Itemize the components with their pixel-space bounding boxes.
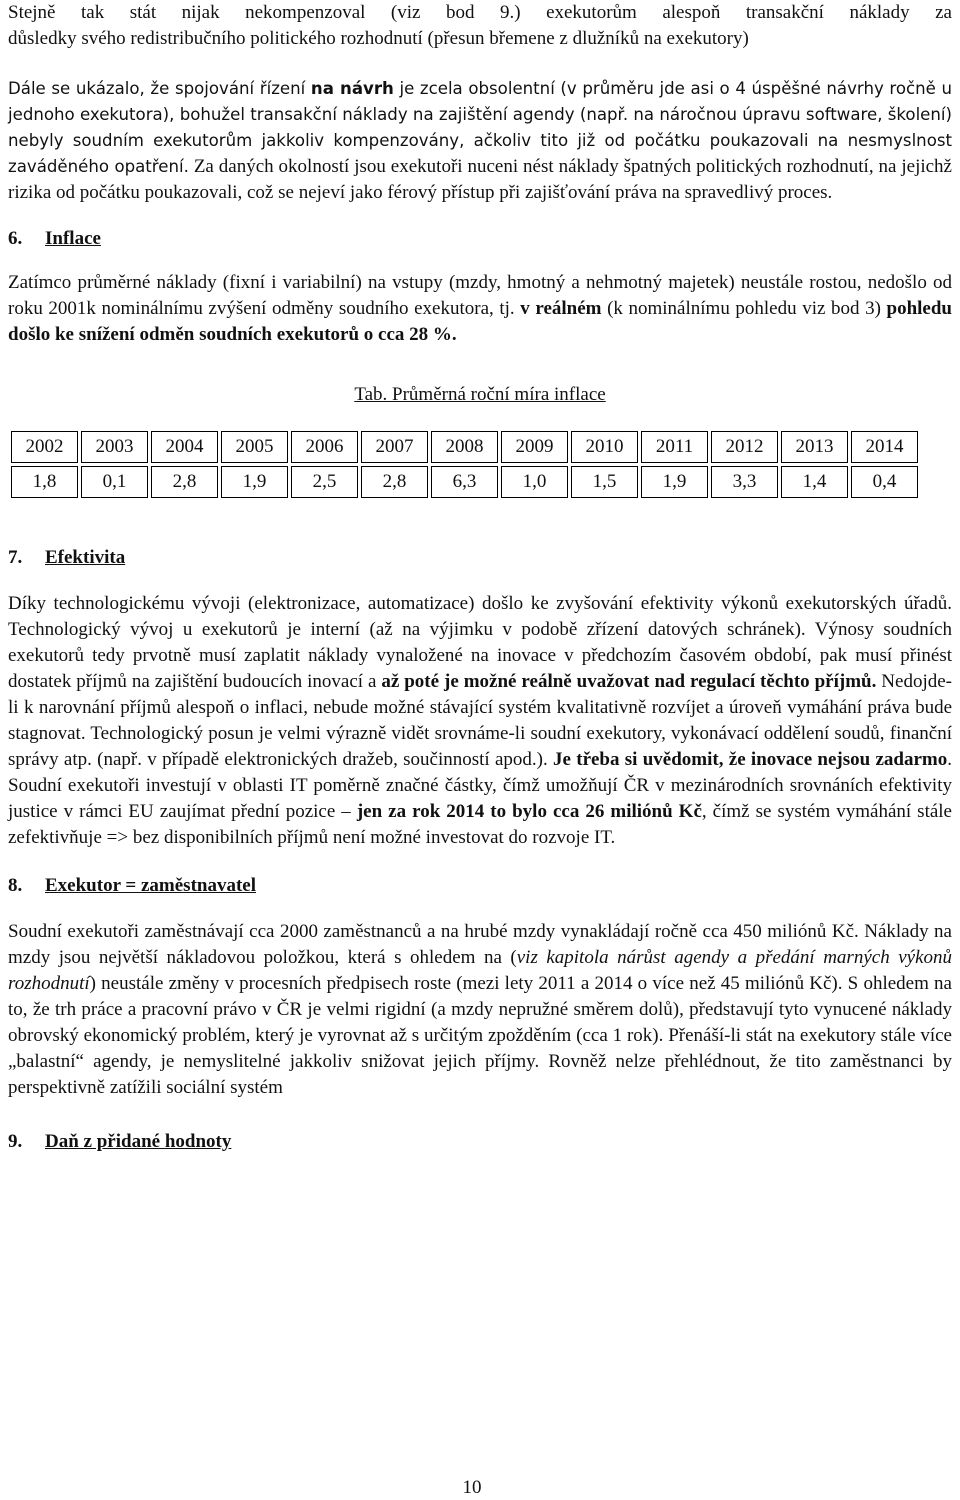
- table-cell-year: 2004: [151, 431, 218, 463]
- section-9-number: 9.: [8, 1131, 23, 1152]
- section-6-heading: [8, 226, 952, 252]
- section-8-c: ) neustále změny v procesních předpisech roste (mezi lety 2011 a 2014 o více než 45 miliónů Kč). S ohledem na to, že trh práce a pracovní právo v ČR je velmi rigidní (a mzdy nepružné směrem dolů), představují tyto vynucené náklady obrovský ekonomický problém, který je vyrovnat až s určitým zpožděním (cca 1 rok). Přenáší-li stát na exekutory stále více „balastní“ agendy, je nemyslitelné jakkoliv snižovat jejich příjmy. Rovněž nelze přehlédnout, že tito zaměstnanci by perspektivně zatížili sociální systém: [8, 973, 952, 1098]
- table-cell-rate: 0,1: [81, 466, 148, 498]
- section-6-p3: (k nominálnímu pohledu viz bod 3): [601, 298, 887, 319]
- table-cell-rate: 1,8: [11, 466, 78, 498]
- section-7-b: až poté je možné reálně uvažovat nad regulací těchto příjmů.: [381, 671, 877, 692]
- table-cell-rate: 0,4: [851, 466, 918, 498]
- page-number: 10: [462, 1477, 482, 1498]
- paragraph-obsolete-d: Za daných okolností jsou exekutoři nuceni nést náklady špatných politických rozhodnutí, na jejichž rizika od počátku poukazovali, což se nejeví jako férový přístup při zajišťování práva na spravedlivý proces.: [8, 156, 952, 203]
- table-cell-rate: 1,9: [221, 466, 288, 498]
- table-cell-rate: 3,3: [711, 466, 778, 498]
- table-caption: Tab. Průměrná roční míra inflace: [354, 384, 606, 405]
- section-8-number: 8.: [8, 875, 23, 896]
- section-8-heading: [8, 873, 952, 899]
- section-7-d: Je třeba si uvědomit, že inovace nejsou zadarmo: [553, 749, 948, 770]
- table-cell-rate: 2,8: [151, 466, 218, 498]
- section-7-f: jen za rok 2014 to bylo cca 26 miliónů Kč: [356, 801, 702, 822]
- table-cell-year: 2013: [781, 431, 848, 463]
- section-9-heading: [8, 1129, 952, 1155]
- table-cell-rate: 1,0: [501, 466, 568, 498]
- table-cell-rate: 1,4: [781, 466, 848, 498]
- table-cell-year: 2008: [431, 431, 498, 463]
- section-7-a: Díky technologickému vývoji (elektronizace, automatizace) došlo ke zvyšování efektivity výkonů exekutorských úřadů. Technologický vývoj u exekutorů je interní (až na výjimku v podobě zřízení datových schránek). Výnosy soudních exekutorů tedy prvotně musí zaplatit náklady vynaložené na inovace v předchozím časovém období, pak musí přinést dostatek příjmů na zajištění budoucích inovací a: [8, 593, 952, 692]
- paragraph-obsolete: [8, 76, 952, 206]
- section-7-number: 7.: [8, 547, 23, 568]
- inflation-table: [8, 428, 921, 501]
- table-cell-year: 2002: [11, 431, 78, 463]
- table-cell-year: 2005: [221, 431, 288, 463]
- paragraph-obsolete-bold: na návrh: [310, 79, 394, 98]
- section-7-paragraph: [8, 591, 952, 851]
- table-cell-year: 2009: [501, 431, 568, 463]
- section-7-g: , čímž se systém vymáhání stále zefektivňuje => bez disponibilních příjmů není možné investovat do rozvoje IT.: [8, 801, 952, 848]
- section-6-number: 6.: [8, 228, 23, 249]
- table-row-years: [11, 431, 918, 463]
- table-cell-year: 2012: [711, 431, 778, 463]
- section-6-p1: Zatímco průměrné náklady (fixní i variabilní) na vstupy (mzdy, hmotný a nehmotný majetek) neustále rostou, nedošlo od roku 2001k nominálnímu zvýšení odměny soudního exekutora, tj.: [8, 272, 952, 319]
- intro-line-1: Stejně tak stát nijak nekompenzoval (viz bod 9.) exekutorům alespoň transakční náklady za: [8, 2, 952, 23]
- paragraph-obsolete-a: Dále se ukázalo, že spojování řízení: [8, 79, 311, 98]
- section-7-heading: [8, 545, 952, 571]
- table-cell-year: 2003: [81, 431, 148, 463]
- section-9-title: Daň z přidané hodnoty: [45, 1131, 232, 1152]
- table-cell-rate: 6,3: [431, 466, 498, 498]
- section-7-e: . Soudní exekutoři investují v oblasti IT poměrně značné částky, čímž umožňují ČR v mezinárodních srovnáních efektivity justice v rámci EU zaujímat přední pozice –: [8, 749, 952, 822]
- section-8-title: Exekutor = zaměstnavatel: [45, 875, 257, 896]
- section-7-title: Efektivita: [45, 547, 126, 568]
- table-cell-year: 2011: [641, 431, 708, 463]
- table-cell-year: 2006: [291, 431, 358, 463]
- section-6-paragraph: [8, 270, 952, 348]
- table-cell-rate: 2,8: [361, 466, 428, 498]
- table-cell-rate: 2,5: [291, 466, 358, 498]
- section-8-a: Soudní exekutoři zaměstnávají cca 2000 zaměstnanců a na hrubé mzdy vynakládají ročně cca 450 miliónů Kč. Náklady na mzdy jsou největší nákladovou položkou, která s ohledem na (: [8, 921, 952, 968]
- paragraph-obsolete-c: je zcela obsolentní (v průměru jde asi o 4 úspěšné návrhy ročně u jednoho exekutora), bohužel transakční náklady na zajištění agendy (např. na náročnou úpravu software, školení) nebyly soudním exekutorům jakkoliv kompenzovány, ačkoliv tito již od počátku poukazovali na nesmyslnost zaváděného opatření.: [8, 79, 952, 176]
- table-cell-year: 2007: [361, 431, 428, 463]
- table-cell-year: 2014: [851, 431, 918, 463]
- intro-line-2: důsledky svého redistribučního politického rozhodnutí (přesun břemene z dlužníků na exekutory): [8, 28, 749, 49]
- section-8-paragraph: [8, 919, 952, 1101]
- table-cell-year: 2010: [571, 431, 638, 463]
- document-page: [8, 0, 952, 1155]
- section-6-p2: v reálném: [520, 298, 602, 319]
- section-8-b: viz kapitola nárůst agendy a předání marných výkonů rozhodnutí: [8, 947, 952, 994]
- section-6-p4: pohledu došlo ke snížení odměn soudních exekutorů o cca 28 %.: [8, 298, 952, 345]
- section-6-title: Inflace: [45, 228, 101, 249]
- section-7-c: Nedojde-li k narovnání příjmů alespoň o inflaci, nebude možné stávající systém kvalitativně rozvíjet a úroveň vymáhání práva bude stagnovat. Technologický posun je velmi výrazně vidět srovnáme-li soudní exekutory, vykonávací oddělení soudů, finanční správy atp. (např. v případě elektronických dražeb, součinností apod.).: [8, 671, 952, 770]
- table-row-rates: [11, 466, 918, 498]
- table-cell-rate: 1,5: [571, 466, 638, 498]
- table-cell-rate: 1,9: [641, 466, 708, 498]
